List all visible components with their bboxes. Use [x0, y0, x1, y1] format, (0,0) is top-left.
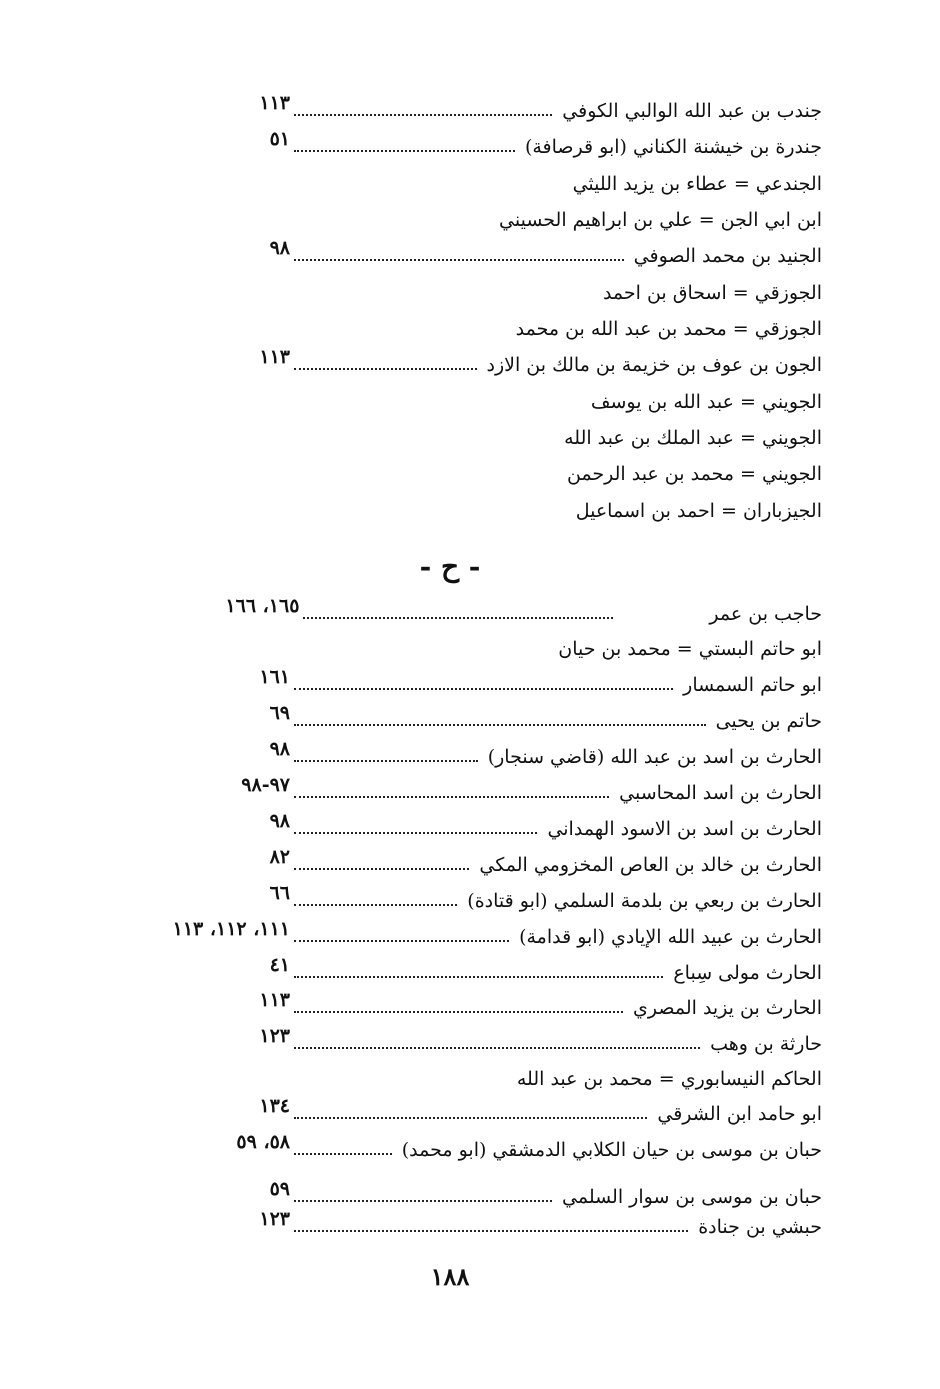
leader-dots [294, 114, 552, 116]
cross-reference-entry [100, 421, 822, 455]
entry-pages: ١٣٤ [259, 1095, 290, 1117]
leader-dots [294, 1200, 552, 1202]
leader-dots [294, 868, 469, 870]
leader-dots [294, 1011, 623, 1013]
entry-pages: ١٢٣ [259, 1208, 290, 1230]
cross-reference-entry [100, 385, 822, 419]
entry-pages: ٥١ [269, 128, 290, 150]
cross-reference-entry [100, 632, 822, 666]
entry-name: الحارث بن اسد بن عبد الله (قاضي سنجار) [487, 746, 822, 768]
entry-name: الجويني = عبد الله بن يوسف [590, 391, 822, 413]
entry-name: ابو حامد ابن الشرقي [657, 1103, 822, 1125]
index-entry [100, 704, 822, 738]
cross-reference-entry [100, 312, 822, 346]
index-entry [100, 956, 822, 990]
leader-dots [294, 1117, 647, 1119]
leader-dots [294, 832, 537, 834]
cross-reference-entry [100, 276, 822, 310]
entry-pages: ١٦٥، ١٦٦ [225, 595, 300, 617]
entry-name: ابو حاتم السمسار [683, 674, 822, 696]
index-entry [100, 991, 822, 1025]
entry-name: الحارث مولى سِباع [673, 962, 822, 984]
entry-name: الجوزقي = محمد بن عبد الله بن محمد [515, 318, 822, 340]
entry-pages: ٦٩ [269, 702, 290, 724]
leader-dots [294, 1047, 700, 1049]
index-entry [100, 812, 822, 846]
index-entry [100, 239, 822, 273]
entry-name: الحارث بن عبيد الله الإيادي (ابو قدامة) [519, 926, 822, 948]
index-entry [100, 740, 822, 774]
entry-name: الحارث بن يزيد المصري [633, 997, 822, 1019]
entry-pages: ٦٦ [269, 882, 290, 904]
entry-name: الجيزباران = احمد بن اسماعيل [575, 500, 822, 522]
leader-dots [294, 1230, 688, 1232]
leader-dots [294, 796, 609, 798]
entry-pages: ٤١ [269, 954, 290, 976]
entry-name: حبشي بن جنادة [698, 1216, 822, 1238]
entry-name: حاتم بن يحيى [715, 710, 822, 732]
entry-pages: ٩٨ [269, 810, 290, 832]
entry-name: حارثة بن وهب [710, 1033, 822, 1055]
entry-name: الجون بن عوف بن خزيمة بن مالك بن الازد [486, 354, 822, 376]
entry-name: جندرة بن خيشنة الكناني (ابو قرصافة) [524, 136, 822, 158]
index-entry [100, 1027, 822, 1061]
entry-pages: ٩٧-٩٨ [241, 774, 290, 796]
entry-pages: ٥٨، ٥٩ [236, 1131, 290, 1153]
entry-name: الحاكم النيسابوري = محمد بن عبد الله [516, 1068, 822, 1090]
index-entry [100, 848, 822, 882]
entry-name: حبان بن موسى بن حيان الكلابي الدمشقي (ابو محمد) [401, 1139, 822, 1161]
page-number: ١٨٨ [430, 1262, 470, 1291]
entry-pages: ١٢٣ [259, 1025, 290, 1047]
leader-dots [294, 1153, 392, 1155]
cross-reference-entry [100, 167, 822, 201]
entry-pages: ٩٨ [269, 237, 290, 259]
entry-name: حبان بن موسى بن سوار السلمي [562, 1186, 822, 1208]
leader-dots [303, 617, 613, 619]
index-entry [100, 597, 822, 631]
entry-name: حاجب بن عمر [709, 603, 822, 625]
cross-reference-entry [100, 494, 822, 528]
index-entry [100, 776, 822, 810]
entry-pages: ٥٩ [269, 1178, 290, 1200]
entry-name: الحارث بن خالد بن العاص المخزومي المكي [479, 854, 822, 876]
entry-name: الجندعي = عطاء بن يزيد الليثي [572, 173, 822, 195]
leader-dots [294, 904, 457, 906]
entry-name: الجويني = عبد الملك بن عبد الله [564, 427, 822, 449]
index-entry [100, 884, 822, 918]
leader-dots [294, 976, 663, 978]
entry-name: ابن ابي الجن = علي بن ابراهيم الحسيني [499, 209, 822, 231]
cross-reference-entry [100, 1062, 822, 1096]
leader-dots [294, 724, 706, 726]
leader-dots [294, 150, 515, 152]
entry-pages: ٩٨ [269, 738, 290, 760]
index-entry [100, 1210, 822, 1244]
entry-pages: ١١٣ [259, 346, 290, 368]
entry-pages: ١١١، ١١٢، ١١٣ [172, 918, 290, 940]
leader-dots [294, 368, 477, 370]
entry-name: الجويني = محمد بن عبد الرحمن [566, 463, 822, 485]
index-entry [100, 1133, 822, 1167]
index-entry [100, 130, 822, 164]
section-heading: - ح - [419, 550, 481, 583]
entry-name: الحارث بن اسد المحاسبي [619, 782, 822, 804]
entry-name: جندب بن عبد الله الوالبي الكوفي [562, 100, 822, 122]
entry-pages: ١١٣ [259, 989, 290, 1011]
entry-name: الحارث بن ربعي بن بلدمة السلمي (ابو قتادة) [467, 890, 822, 912]
leader-dots [294, 259, 624, 261]
cross-reference-entry [100, 457, 822, 491]
leader-dots [294, 760, 478, 762]
leader-dots [294, 940, 509, 942]
entry-pages: ١١٣ [259, 92, 290, 114]
entry-pages: ١٦١ [259, 666, 290, 688]
entry-name: الجنيد بن محمد الصوفي [633, 245, 822, 267]
index-entry [100, 920, 822, 954]
leader-dots [294, 688, 673, 690]
entry-name: الجوزقي = اسحاق بن احمد [602, 282, 822, 304]
index-entry [100, 348, 822, 382]
index-entry [100, 1097, 822, 1131]
entry-name: الحارث بن اسد بن الاسود الهمداني [547, 818, 822, 840]
entry-name: ابو حاتم البستي = محمد بن حيان [558, 638, 822, 660]
cross-reference-entry [100, 203, 822, 237]
entry-pages: ٨٢ [269, 846, 290, 868]
index-entry [100, 94, 822, 128]
index-entry [100, 668, 822, 702]
